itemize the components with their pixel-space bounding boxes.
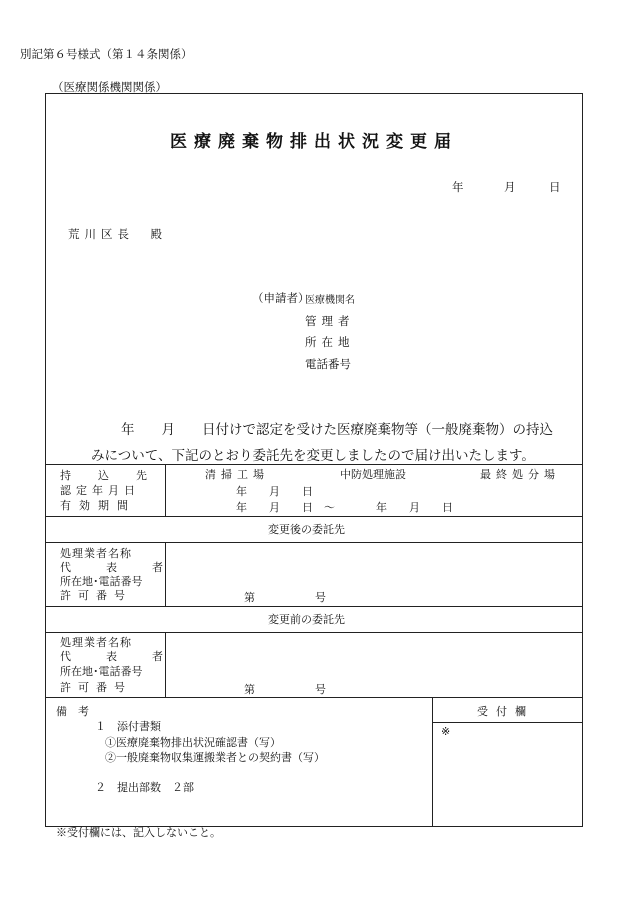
permit-prefix: 第 — [244, 591, 255, 604]
notes-item-1a: ①医療廃棄物排出状況確認書（写） — [105, 736, 281, 749]
table-line — [45, 542, 583, 543]
date-month: 月 — [504, 180, 516, 194]
label-address-phone: 所在地･電話番号 — [60, 665, 143, 678]
table-line — [45, 606, 583, 607]
destination-option: 中防処理施設 — [340, 468, 406, 481]
reception-heading: 受付欄 — [477, 705, 534, 718]
table-divider — [165, 464, 166, 516]
notes-heading: 備 考 — [56, 705, 89, 718]
notes-item-1b: ②一般廃棄物収集運搬業者との契約書（写） — [105, 751, 325, 764]
table-divider — [165, 632, 166, 697]
valid-to-value: 年 月 日 — [376, 501, 453, 514]
label-permit-number: 許可番号 — [60, 589, 132, 602]
permit-suffix: 号 — [315, 683, 326, 696]
destination-option: 最終処分場 — [480, 468, 560, 481]
label-valid-period: 有効期間 — [60, 499, 136, 512]
address-label: 所在地 — [305, 335, 355, 349]
form-title: 医療廃棄物排出状況変更届 — [170, 132, 458, 152]
destination-option: 清掃工場 — [205, 468, 269, 481]
footer-note: ※受付欄には、記入しないこと。 — [56, 826, 221, 839]
notes-item-1: １ 添付書類 — [95, 720, 161, 733]
after-change-header: 変更後の委託先 — [268, 523, 345, 536]
label-contractor-name: 処理業者名称 — [60, 636, 132, 649]
label-representative: 代 表 者 — [60, 561, 175, 574]
label-contractor-name: 処理業者名称 — [60, 547, 132, 560]
cert-date-value: 年 月 日 — [236, 485, 313, 498]
manager-label: 管理者 — [305, 314, 355, 328]
date-day: 日 — [549, 180, 561, 194]
table-line — [45, 516, 583, 517]
statement-line-2: みについて、下記のとおり委託先を変更しましたので届け出いたします。 — [91, 448, 535, 464]
table-top-line — [45, 464, 583, 465]
label-cert-date: 認定年月日 — [60, 484, 140, 497]
addressee: 荒川区長 殿 — [68, 227, 167, 241]
notes-item-2: ２ 提出部数 ２部 — [95, 781, 194, 794]
label-address-phone: 所在地･電話番号 — [60, 575, 143, 588]
table-line — [45, 632, 583, 633]
permit-prefix: 第 — [244, 683, 255, 696]
phone-label: 電話番号 — [305, 357, 351, 371]
label-permit-number: 許可番号 — [60, 681, 132, 694]
permit-suffix: 号 — [315, 591, 326, 604]
reception-mark: ※ — [441, 725, 451, 738]
form-number: 別記第６号様式（第１４条関係） — [20, 47, 193, 61]
reception-divider — [432, 722, 583, 723]
table-divider — [165, 542, 166, 606]
label-destination: 持 込 先 — [60, 469, 155, 482]
valid-from-value: 年 月 日 ～ — [236, 501, 335, 514]
form-category: （医療関係機関関係） — [52, 80, 167, 94]
statement-line-1: 年 月 日付けで認定を受けた医療廃棄物等（一般廃棄物）の持込 — [121, 422, 553, 438]
date-year: 年 — [452, 180, 464, 194]
org-name-label: 医療機関名 — [305, 295, 355, 306]
applicant-prefix: （申請者） — [252, 291, 310, 305]
before-change-header: 変更前の委託先 — [268, 613, 345, 626]
label-representative: 代 表 者 — [60, 650, 175, 663]
